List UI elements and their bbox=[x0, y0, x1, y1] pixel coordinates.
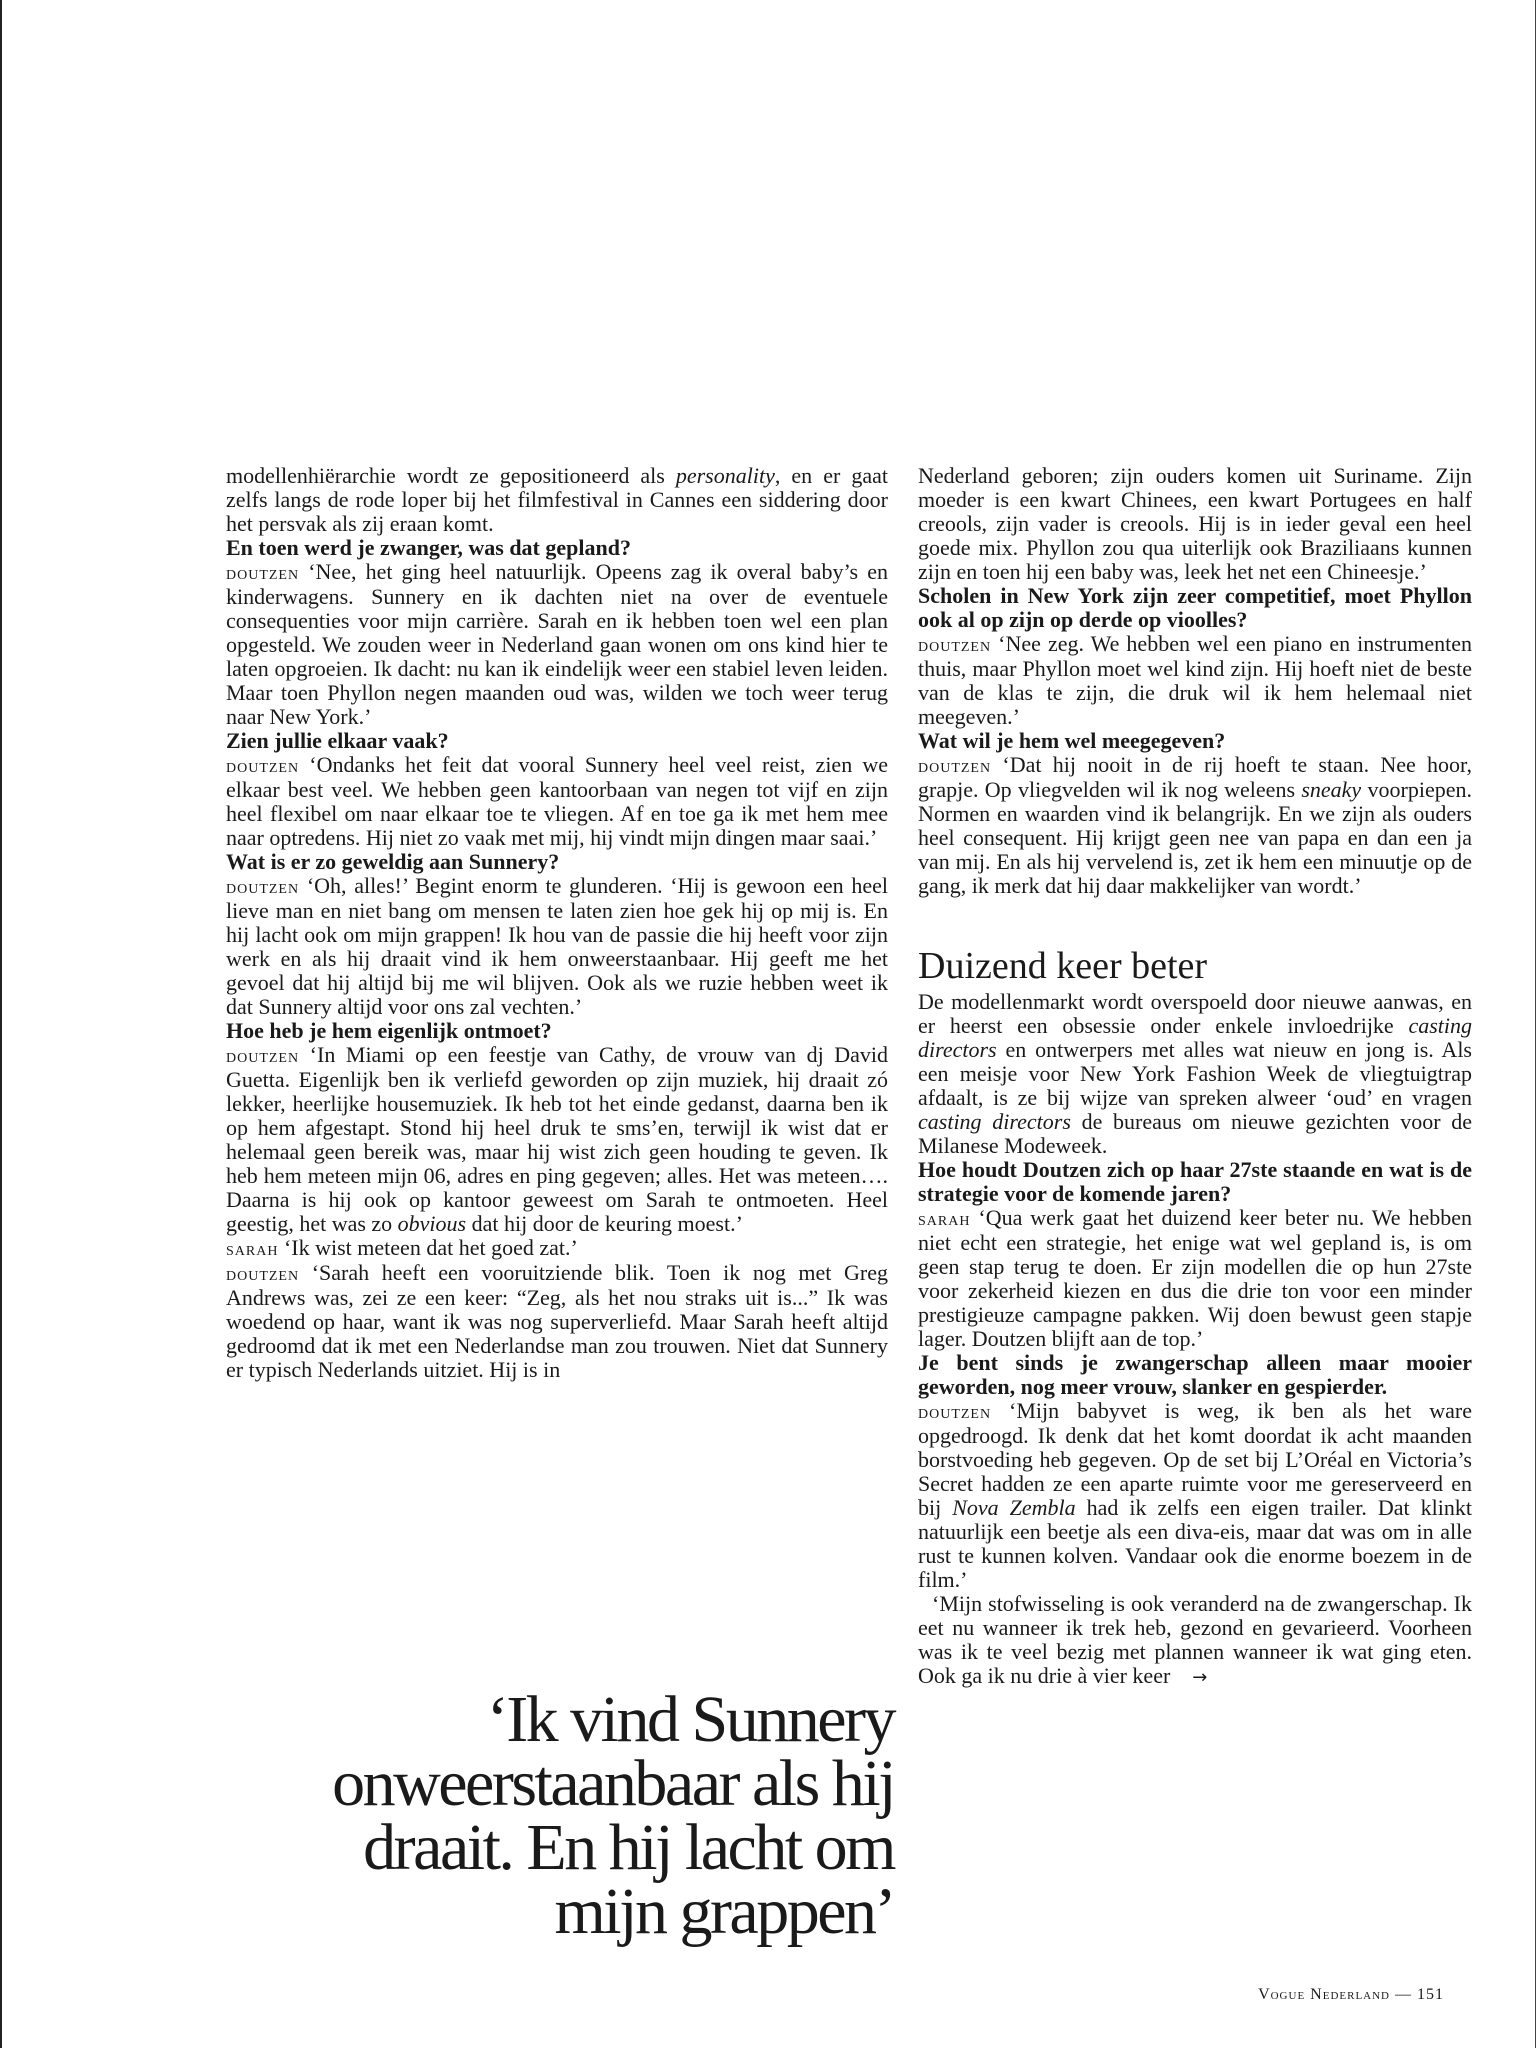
left-column bbox=[226, 464, 888, 1382]
section-intro-italic: casting directors bbox=[918, 1109, 1071, 1134]
answer-paragraph bbox=[226, 1236, 888, 1261]
speaker-label: doutzen bbox=[226, 1263, 300, 1285]
section-intro-text: de bureaus om nieuwe gezichten voor de Milanese Modeweek. bbox=[918, 1109, 1472, 1158]
interview-question: Hoe houdt Doutzen zich op haar 27ste staande en wat is de strategie voor de komende jaren? bbox=[918, 1157, 1472, 1206]
answer-text: ‘Ik wist meteen dat het goed zat.’ bbox=[283, 1235, 578, 1260]
speaker-label: doutzen bbox=[918, 1401, 992, 1423]
section-intro bbox=[918, 990, 1472, 1158]
answer-text: ‘Mijn stofwisseling is ook veranderd na de zwangerschap. Ik eet nu wanneer ik trek heb, gezond en gevarieerd. Voorheen was ik te veel bezig met plannen wanneer ik wat ging eten. Ook ga ik nu drie à vier keer bbox=[918, 1591, 1472, 1688]
interview-question: Hoe heb je hem eigenlijk ontmoet? bbox=[226, 1018, 552, 1043]
arrow-right-icon: → bbox=[1192, 1667, 1208, 1688]
answer-text: Nederland geboren; zijn ouders komen uit Suriname. Zijn moeder is een kwart Chinees, een kwart Portugees en half creools, zijn vader is creools. Hij is in ieder geval een heel goede mix. Phyllon zou qua uiterlijk ook Braziliaans kunnen zijn en toen hij een baby was, leek het net een Chineesje.’ bbox=[918, 463, 1472, 584]
speaker-label: sarah bbox=[226, 1238, 279, 1260]
interview-question: Zien jullie elkaar vaak? bbox=[226, 728, 449, 753]
answer-text: ‘Nee zeg. We hebben wel een piano en instrumenten thuis, maar Phyllon moet wel kind zijn. Hij hoeft niet de beste van de klas te zijn, die druk wil ik hem helemaal niet meegeven.’ bbox=[918, 631, 1472, 729]
page-edge-left bbox=[0, 0, 2, 2048]
section-intro-text: De modellenmarkt wordt overspoeld door nieuwe aanwas, en er heerst een obsessie onder enkele invloedrijke bbox=[918, 989, 1472, 1038]
speaker-label: doutzen bbox=[226, 562, 300, 584]
section-subheading: Duizend keer beter bbox=[918, 945, 1208, 987]
answer-text: ‘Qua werk gaat het duizend keer beter nu. We hebben niet echt een strategie, het enige wat wel gepland is, is om geen stap terug te doen. Er zijn modellen die op hun 27ste voor zekerheid kiezen en dus die drie ton voor een minder prestigieuze campagne pakken. Wij doen bewust geen stapje lager. Doutzen blijft aan de top.’ bbox=[918, 1205, 1472, 1351]
answer-paragraph bbox=[226, 560, 888, 729]
interview-question: Wat is er zo geweldig aan Sunnery? bbox=[226, 849, 560, 874]
interview-blocks bbox=[226, 536, 888, 1382]
answer-paragraph bbox=[226, 1043, 888, 1236]
speaker-label: doutzen bbox=[226, 876, 300, 898]
interview-blocks bbox=[918, 464, 1472, 898]
pull-quote-line: mijn grappen’ bbox=[554, 1875, 894, 1948]
answer-text: ‘Sarah heeft een vooruitziende blik. Toen ik nog met Greg Andrews was, zei ze een keer: “Zeg, als het nou straks uit is...” Ik was woedend op haar, want ik was nog superverliefd. Maar Sarah heeft altijd gedroomd dat ik met een Nederlandse man zou trouwen. Niet dat Sunnery er typisch Nederlands uitziet. Hij is in bbox=[226, 1260, 888, 1382]
intro-paragraph bbox=[226, 464, 888, 536]
answer-paragraph bbox=[918, 1206, 1472, 1351]
speaker-label: doutzen bbox=[918, 634, 992, 656]
interview-blocks bbox=[918, 1158, 1472, 1690]
intro-italic: personality bbox=[675, 463, 775, 488]
interview-question: Wat wil je hem wel meegegeven? bbox=[918, 728, 1226, 753]
answer-text: ‘Ondanks het feit dat vooral Sunnery heel veel reist, zien we elkaar best veel. We hebben geen kantoorbaan van negen tot vijf en zijn heel flexibel om naar elkaar toe te vliegen. Af en toe ga ik met hem mee naar optredens. Hij niet zo vaak met mij, hij vindt mijn dingen maar saai.’ bbox=[226, 752, 889, 850]
pull-quote-line: ‘Ik vind Sunnery bbox=[486, 1683, 894, 1756]
answer-text: ‘Dat hij nooit in de rij hoeft te staan. Nee hoor, grapje. Op vliegvelden wil ik nog weleens bbox=[918, 752, 1473, 802]
answer-paragraph bbox=[918, 464, 1472, 584]
pull-quote-line: draait. En hij lacht om bbox=[363, 1811, 894, 1884]
answer-italic: Nova Zembla bbox=[952, 1495, 1076, 1520]
pull-quote bbox=[226, 1683, 894, 1948]
answer-text: ‘In Miami op een feestje van Cathy, de vrouw van dj David Guetta. Eigenlijk ben ik verliefd geworden op zijn muziek, hij draait zó lekker, heerlijke housemuziek. Ik heb tot het einde gedanst, daarna ben ik op hem afgestapt. Stond hij heel druk te sms’en, terwijl ik wist dat er helemaal geen bereik was, maar hij wist zich geen houding te geven. Ik heb hem meteen mijn 06, adres en ping gegeven; alles. Het was meteen…. Daarna is hij ook op kantoor geweest om Sarah te ontmoeten. Heel geestig, het was zo bbox=[226, 1042, 889, 1236]
speaker-label: doutzen bbox=[226, 755, 300, 777]
answer-text: dat hij door de keuring moest.’ bbox=[466, 1211, 743, 1236]
answer-text: ‘Oh, alles!’ Begint enorm te glunderen. ‘Hij is gewoon een heel lieve man en niet bang om mensen te laten zien hoe gek hij op mij is. En hij lacht ook om mijn grappen! Ik hou van de passie die hij heeft voor zijn werk en als hij draait vind ik hem onweerstaanbaar. Hij geeft me het gevoel dat hij altijd bij me wil blijven. Ook als we ruzie hebben weet ik dat Sunnery altijd voor ons zal vechten.’ bbox=[226, 873, 888, 1019]
interview-question: Scholen in New York zijn zeer competitief, moet Phyllon ook al op zijn op derde op vioolles? bbox=[918, 583, 1472, 632]
answer-paragraph bbox=[226, 1261, 888, 1382]
answer-paragraph bbox=[226, 874, 888, 1019]
speaker-label: doutzen bbox=[226, 1045, 300, 1067]
right-column bbox=[918, 464, 1472, 1690]
answer-text: ‘Mijn babyvet is weg, ik ben als het ware opgedroogd. Ik denk dat het komt doordat ik acht maanden borstvoeding heb gegeven. Op de set bij L’Oréal en Victoria’s Secret hadden ze een aparte ruimte voor me gereserveerd en bij bbox=[918, 1398, 1473, 1520]
interview-question: En toen werd je zwanger, was dat gepland? bbox=[226, 535, 631, 560]
intro-text: , en er gaat zelfs langs de rode loper bij het filmfestival in Cannes een siddering door het persvak als zij eraan komt. bbox=[226, 463, 888, 536]
publication-name: Vogue Nederland bbox=[1258, 1986, 1390, 2003]
interview-question: Je bent sinds je zwangerschap alleen maar mooier geworden, nog meer vrouw, slanker en gespierder. bbox=[918, 1350, 1472, 1399]
speaker-label: sarah bbox=[918, 1208, 971, 1230]
answer-italic: obvious bbox=[397, 1211, 467, 1236]
section-intro-italic: casting directors bbox=[918, 1013, 1472, 1062]
answer-paragraph bbox=[918, 753, 1472, 898]
page-number: 151 bbox=[1417, 1986, 1444, 2003]
pull-quote-line: onweerstaanbaar als hij bbox=[332, 1747, 894, 1820]
answer-text: ‘Nee, het ging heel natuurlijk. Opeens zag ik overal baby’s en kinderwagens. Sunnery en ik dachten niet na over de eventuele consequenties voor mijn carrière. Sarah en ik hebben toen wel een plan opgesteld. We zouden weer in Nederland gaan wonen om ons kind hier te laten opgroeien. Ik dacht: nu kan ik eindelijk weer een stabiel leven leiden. Maar toen Phyllon negen maanden oud was, wilden we toch weer terug naar New York.’ bbox=[226, 559, 888, 729]
answer-text: had ik zelfs een eigen trailer. Dat klinkt natuurlijk een beetje als een diva-eis, maar dat was om in alle rust te kunnen kolven. Vandaar ook die enorme boezem in de film.’ bbox=[918, 1495, 1472, 1592]
answer-paragraph bbox=[918, 632, 1472, 729]
page-footer bbox=[1258, 1986, 1444, 2004]
answer-paragraph bbox=[918, 1592, 1472, 1690]
speaker-label: doutzen bbox=[918, 755, 992, 777]
answer-italic: sneaky bbox=[1301, 777, 1362, 802]
footer-separator: — bbox=[1395, 1986, 1412, 2003]
answer-paragraph bbox=[226, 753, 888, 850]
answer-text: voorpiepen. Normen en waarden vind ik belangrijk. En we zijn als ouders heel consequent. Hij krijgt geen nee van papa en dan een ja van mij. En als hij vervelend is, zet ik hem een minuutje op de gang, ik merk dat hij daar makkelijker van wordt.’ bbox=[918, 777, 1472, 898]
section-intro-text: en ontwerpers met alles wat nieuw en jong is. Als een meisje voor New York Fashion Week de vliegtuigtrap afdaalt, is ze bij wijze van spreken alweer ‘oud’ en vragen bbox=[918, 1037, 1472, 1110]
intro-text: modellenhiërarchie wordt ze gepositioneerd als bbox=[226, 463, 676, 488]
answer-paragraph bbox=[918, 1399, 1472, 1592]
